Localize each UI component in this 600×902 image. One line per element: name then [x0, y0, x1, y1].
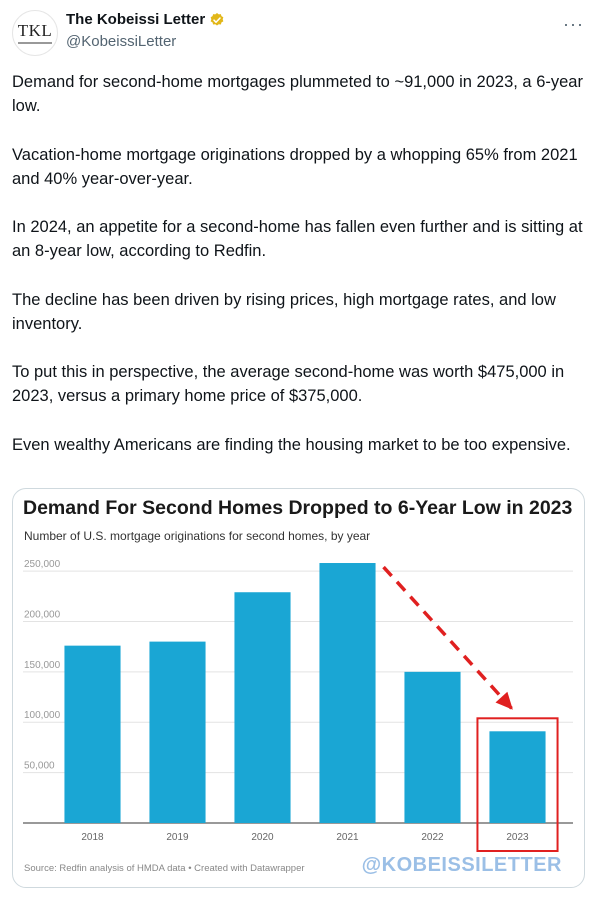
chart-title: Demand For Second Homes Dropped to 6-Year Low in 2023 — [23, 497, 573, 519]
more-options-icon[interactable]: ··· — [563, 14, 584, 34]
verified-badge-icon[interactable] — [209, 12, 225, 28]
y-tick-label: 100,000 — [24, 710, 61, 722]
bar-2018 — [64, 646, 120, 823]
y-tick-label: 50,000 — [24, 760, 55, 772]
tweet-paragraph: The decline has been driven by rising prices, high mortgage rates, and low inventory. — [12, 290, 556, 333]
bar-2021 — [319, 563, 375, 823]
x-tick-label: 2018 — [81, 832, 104, 843]
y-tick-label: 200,000 — [24, 609, 61, 621]
x-tick-label: 2019 — [166, 832, 189, 843]
tweet-paragraph: Even wealthy Americans are finding the housing market to be too expensive. — [12, 435, 571, 454]
tweet-paragraph: To put this in perspective, the average second-home was worth $475,000 in 2023, versus a primary home price of $375,000. — [12, 363, 565, 405]
avatar[interactable] — [12, 10, 58, 56]
tweet-paragraph: Demand for second-home mortgages plummeted to ~91,000 in 2023, a 6-year low. — [12, 73, 583, 115]
tweet-paragraph: Vacation-home mortgage originations dropped by a whopping 65% from 2021 and 40% year-over-year. — [12, 145, 578, 188]
chart-subtitle: Number of U.S. mortgage originations for second homes, by year — [24, 529, 371, 543]
author-name-row — [66, 11, 225, 28]
y-tick-label: 250,000 — [24, 559, 61, 571]
x-tick-label: 2022 — [421, 832, 444, 843]
tweet-body — [12, 70, 588, 481]
bar-2022 — [404, 672, 460, 823]
avatar-logo-underline — [18, 42, 52, 44]
bar-2020 — [234, 592, 290, 823]
bar-chart — [13, 489, 585, 888]
author-display-name[interactable]: The Kobeissi Letter — [66, 11, 206, 28]
y-tick-label: 150,000 — [24, 659, 61, 671]
bar-2023 — [489, 731, 545, 823]
bar-2019 — [149, 642, 205, 823]
avatar-logo-text: TKL — [17, 21, 53, 40]
x-tick-label: 2020 — [251, 832, 274, 843]
chart-watermark: @KOBEISSILETTER — [361, 854, 562, 876]
tweet-paragraph: In 2024, an appetite for a second-home has fallen even further and is sitting at an 8-year low, according to Redfin. — [12, 218, 583, 260]
x-tick-label: 2021 — [336, 832, 359, 843]
x-tick-label: 2023 — [506, 832, 529, 843]
tweet-header — [12, 6, 588, 56]
tweet-media-chart[interactable] — [12, 488, 585, 888]
author-handle[interactable]: @KobeissiLetter — [66, 33, 177, 50]
chart-source: Source: Redfin analysis of HMDA data • Created with Datawrapper — [24, 863, 305, 874]
